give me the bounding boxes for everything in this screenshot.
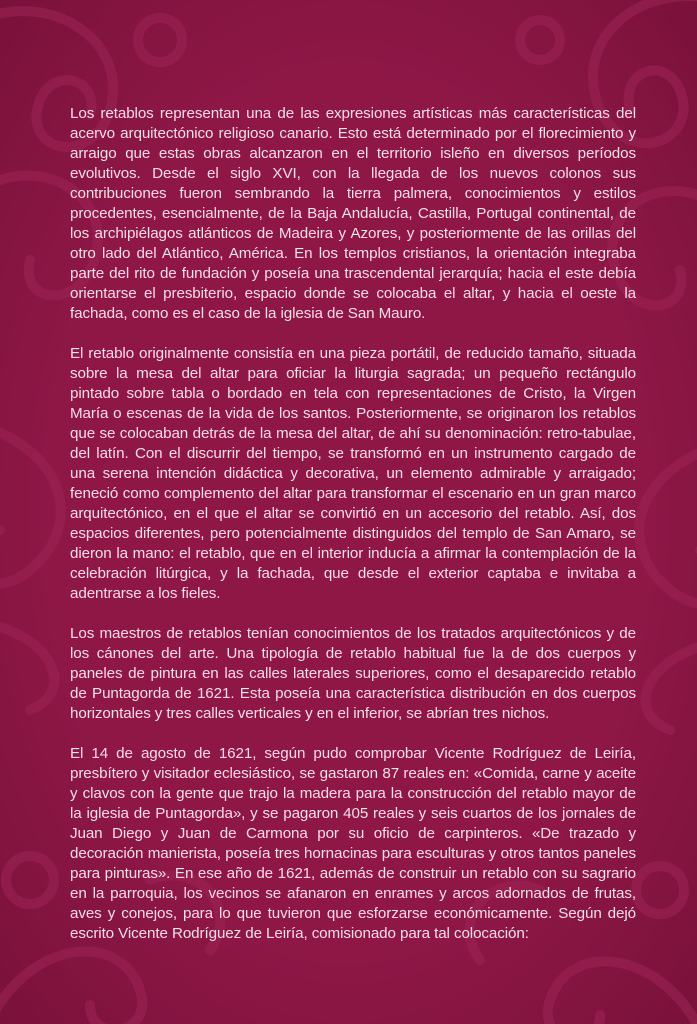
paragraph-3: Los maestros de retablos tenían conocimientos de los tratados arquitectónicos y de los cánones del arte. Una tipología de retablo habitual fue la de dos cuerpos y paneles de pintura en las calles laterales superiores, como el desaparecido retablo de Puntagorda de 1621. Esta poseía una característica distribución en dos cuerpos horizontales y tres calles verticales y en el inferior, se abrían tres nichos. xyxy=(70,625,636,722)
paragraph-1: Los retablos representan una de las expresiones artísticas más características del acervo arquitectónico religioso canario. Esto está determinado por el florecimiento y arraigo que estas obras alcanzaron en el territorio isleño en diversos períodos evolutivos. Desde el siglo XVI, con la llegada de los nuevos colonos sus contribuciones fueron sembrando la tierra palmera, conocimientos y estilos procedentes, esencialmente, de la Baja Andalucía, Castilla, Portugal continental, de los archipiélagos atlánticos de Madeira y Azores, y posteriormente de las orillas del otro lado del Atlántico, América. En los templos cristianos, la orientación integraba parte del rito de fundación y poseía una trascendental jerarquía; hacia el este debía orientarse el presbiterio, espacio donde se colocaba el altar, y hacia el oeste la fachada, como es el caso de la iglesia de San Mauro. xyxy=(70,105,636,322)
paragraph-2: El retablo originalmente consistía en una pieza portátil, de reducido tamaño, situada sobre la mesa del altar para oficiar la liturgia sagrada; un pequeño rectángulo pintado sobre tabla o bordado en tela con representaciones de Cristo, la Virgen María o escenas de la vida de los santos. Posteriormente, se originaron los retablos que se colocaban detrás de la mesa del altar, de ahí su denominación: retro-tabulae, del latín. Con el discurrir del tiempo, se transformó en un instrumento cargado de una serena intención didáctica y decorativa, un elemento admirable y arraigado; feneció como complemento del altar para transformar el escenario en un gran marco arquitectónico, en el que el altar se convirtió en un accesorio del retablo. Así, dos espacios diferentes, pero potencialmente distinguidos del templo de San Amaro, se dieron la mano: el retablo, que en el interior inducía a afirmar la contemplación de la celebración litúrgica, y la fachada, que desde el exterior captaba e invitaba a adentrarse a los fieles. xyxy=(70,345,636,602)
paragraph-4: El 14 de agosto de 1621, según pudo comprobar Vicente Rodríguez de Leiría, presbítero y visitador eclesiástico, se gastaron 87 reales en: «Comida, carne y aceite y clavos con la gente que trajo la madera para la construcción del retablo mayor de la iglesia de Puntagorda», y se pagaron 405 reales y seis cuartos de los jornales de Juan Diego y Juan de Carmona por su oficio de carpinteros. «De trazado y decoración manierista, poseía tres hornacinas para esculturas y otros tantos paneles para pinturas». En ese año de 1621, además de construir un retablo con su sagrario en la parroquia, los vecinos se afanaron en enrames y arcos adornados de frutas, aves y conejos, para lo que tuvieron que esforzarse económicamente. Según dejó escrito Vicente Rodríguez de Leiría, comisionado para tal colocación: xyxy=(70,745,636,942)
body-text xyxy=(70,104,636,964)
